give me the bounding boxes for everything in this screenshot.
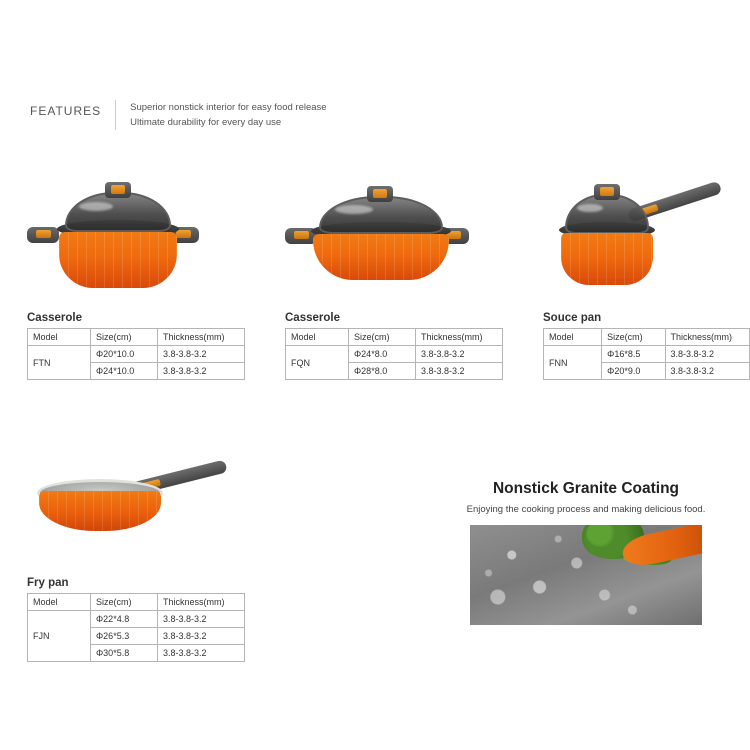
shallow-casserole-with-glass-lid-and-two-side-handles-image <box>285 170 485 310</box>
cell-size: Φ24*10.0 <box>91 363 158 380</box>
product-title: Casserole <box>285 312 340 324</box>
cell-size: Φ24*8.0 <box>349 346 416 363</box>
cell-thickness: 3.8-3.8-3.2 <box>158 346 245 363</box>
cell-thickness: 3.8-3.8-3.2 <box>158 363 245 380</box>
product-card-casserole-ftn <box>27 170 245 380</box>
pot-body <box>561 233 653 285</box>
header-thickness: Thickness(mm) <box>158 594 245 611</box>
water-droplets-on-granite-surface-with-vegetables-image <box>470 525 702 625</box>
table-header-row <box>544 329 750 346</box>
glass-lid <box>65 192 171 232</box>
cell-size: Φ30*5.8 <box>91 645 158 662</box>
header-size: Size(cm) <box>602 329 665 346</box>
lid-shine <box>577 204 603 212</box>
lid-knob <box>594 184 620 200</box>
lid-knob <box>367 186 393 202</box>
header-model: Model <box>28 594 91 611</box>
table-header-row <box>286 329 503 346</box>
features-label: FEATURES <box>30 104 102 118</box>
cell-size: Φ20*9.0 <box>602 363 665 380</box>
lid-shine <box>335 205 373 214</box>
glass-lid <box>565 194 649 234</box>
pot-body <box>59 232 177 288</box>
table-header-row <box>28 594 245 611</box>
pot-handle-left <box>27 227 59 243</box>
promo-title: Nonstick Granite Coating <box>492 480 680 497</box>
pan-body <box>39 491 161 531</box>
features-list <box>130 100 326 130</box>
spec-table <box>543 328 750 380</box>
feature-item: Superior nonstick interior for easy food release <box>130 102 327 113</box>
product-card-souce-pan-fnn <box>543 170 750 380</box>
header-model: Model <box>286 329 349 346</box>
sauce-pan-with-glass-lid-and-long-handle-image <box>543 170 743 310</box>
features-block <box>30 100 327 130</box>
cell-size: Φ28*8.0 <box>349 363 416 380</box>
features-divider <box>115 100 116 130</box>
table-row <box>286 346 503 363</box>
cell-thickness: 3.8-3.8-3.2 <box>158 611 245 628</box>
table-row <box>28 346 245 363</box>
header-thickness: Thickness(mm) <box>416 329 503 346</box>
cell-model: FQN <box>286 346 349 380</box>
cell-thickness: 3.8-3.8-3.2 <box>158 645 245 662</box>
header-model: Model <box>28 329 91 346</box>
header-thickness: Thickness(mm) <box>158 329 245 346</box>
table-row <box>28 611 245 628</box>
cell-size: Φ16*8.5 <box>602 346 665 363</box>
product-card-casserole-fqn <box>285 170 503 380</box>
pot-body <box>313 234 449 280</box>
product-card-fry-pan-fjn <box>27 435 245 662</box>
cell-thickness: 3.8-3.8-3.2 <box>158 628 245 645</box>
cell-thickness: 3.8-3.8-3.2 <box>416 346 503 363</box>
cell-model: FNN <box>544 346 602 380</box>
spec-table <box>27 328 245 380</box>
casserole-with-glass-lid-and-two-side-handles-image <box>27 170 227 310</box>
header-thickness: Thickness(mm) <box>665 329 749 346</box>
feature-item: Ultimate durability for every day use <box>130 117 282 128</box>
header-size: Size(cm) <box>349 329 416 346</box>
cell-model: FJN <box>28 611 91 662</box>
header-size: Size(cm) <box>91 594 158 611</box>
cell-thickness: 3.8-3.8-3.2 <box>665 346 749 363</box>
product-title: Fry pan <box>27 577 69 589</box>
table-row <box>544 346 750 363</box>
lid-shine <box>79 202 113 211</box>
product-title: Souce pan <box>543 312 602 324</box>
cell-model: FTN <box>28 346 91 380</box>
header-model: Model <box>544 329 602 346</box>
header-size: Size(cm) <box>91 329 158 346</box>
cell-size: Φ26*5.3 <box>91 628 158 645</box>
cell-thickness: 3.8-3.8-3.2 <box>665 363 749 380</box>
promo-subtitle: Enjoying the cooking process and making delicious food. <box>466 504 706 515</box>
cell-thickness: 3.8-3.8-3.2 <box>416 363 503 380</box>
product-title: Casserole <box>27 312 82 324</box>
spec-table <box>285 328 503 380</box>
spec-table <box>27 593 245 662</box>
fry-pan-with-long-handle-image <box>27 435 227 575</box>
cell-size: Φ22*4.8 <box>91 611 158 628</box>
lid-knob <box>105 182 131 198</box>
table-header-row <box>28 329 245 346</box>
promo-block <box>452 480 720 625</box>
cell-size: Φ20*10.0 <box>91 346 158 363</box>
